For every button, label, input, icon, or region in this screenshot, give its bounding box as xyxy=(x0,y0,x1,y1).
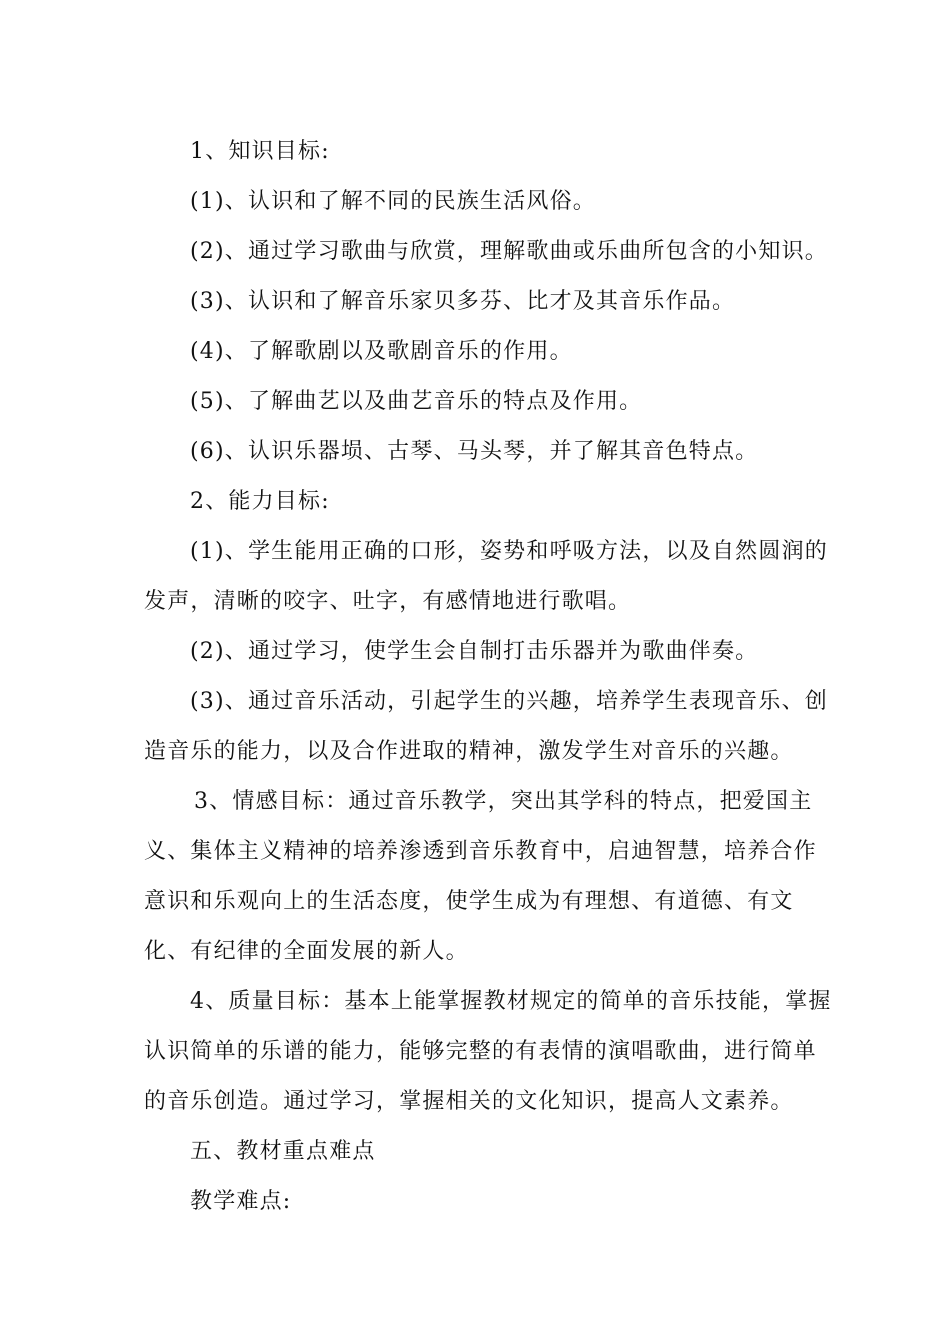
ability-item-1-line-2: 发声，清晰的咬字、吐字，有感情地进行歌唱。 xyxy=(144,589,632,614)
ability-item-3-line-1: (3)、通过音乐活动，引起学生的兴趣，培养学生表现音乐、创 xyxy=(190,689,828,714)
knowledge-item-4: (4)、了解歌剧以及歌剧音乐的作用。 xyxy=(190,339,573,364)
knowledge-item-1: (1)、认识和了解不同的民族生活风俗。 xyxy=(190,189,596,214)
quality-goals-line-3: 的音乐创造。通过学习，掌握相关的文化知识，提高人文素养。 xyxy=(144,1089,794,1114)
emotion-goals-line-4: 化、有纪律的全面发展的新人。 xyxy=(144,939,469,964)
emotion-goals-line-2: 义、集体主义精神的培养渗透到音乐教育中，启迪智慧，培养合作 xyxy=(144,839,817,864)
knowledge-item-6: (6)、认识乐器埙、古琴、马头琴，并了解其音色特点。 xyxy=(190,439,759,464)
knowledge-item-2: (2)、通过学习歌曲与欣赏，理解歌曲或乐曲所包含的小知识。 xyxy=(190,239,828,264)
emotion-goals-line-3: 意识和乐观向上的生活态度，使学生成为有理想、有道德、有文 xyxy=(144,889,794,914)
emotion-goals-line-1: 3、情感目标：通过音乐教学，突出其学科的特点，把爱国主 xyxy=(194,789,813,814)
heading-ability-goals: 2、能力目标: xyxy=(190,489,330,514)
section-heading-key-difficulties: 五、教材重点难点 xyxy=(190,1139,376,1164)
subheading-teaching-difficulties: 教学难点: xyxy=(190,1189,292,1214)
knowledge-item-3: (3)、认识和了解音乐家贝多芬、比才及其音乐作品。 xyxy=(190,289,736,314)
knowledge-item-5: (5)、了解曲艺以及曲艺音乐的特点及作用。 xyxy=(190,389,643,414)
ability-item-1-line-1: (1)、学生能用正确的口形，姿势和呼吸方法，以及自然圆润的 xyxy=(190,539,828,564)
heading-knowledge-goals: 1、知识目标: xyxy=(190,139,330,164)
ability-item-2: (2)、通过学习，使学生会自制打击乐器并为歌曲伴奏。 xyxy=(190,639,759,664)
ability-item-3-line-2: 造音乐的能力，以及合作进取的精神，激发学生对音乐的兴趣。 xyxy=(144,739,794,764)
quality-goals-line-1: 4、质量目标：基本上能掌握教材规定的简单的音乐技能，掌握 xyxy=(190,989,832,1014)
quality-goals-line-2: 认识简单的乐谱的能力，能够完整的有表情的演唱歌曲，进行简单 xyxy=(144,1039,817,1064)
